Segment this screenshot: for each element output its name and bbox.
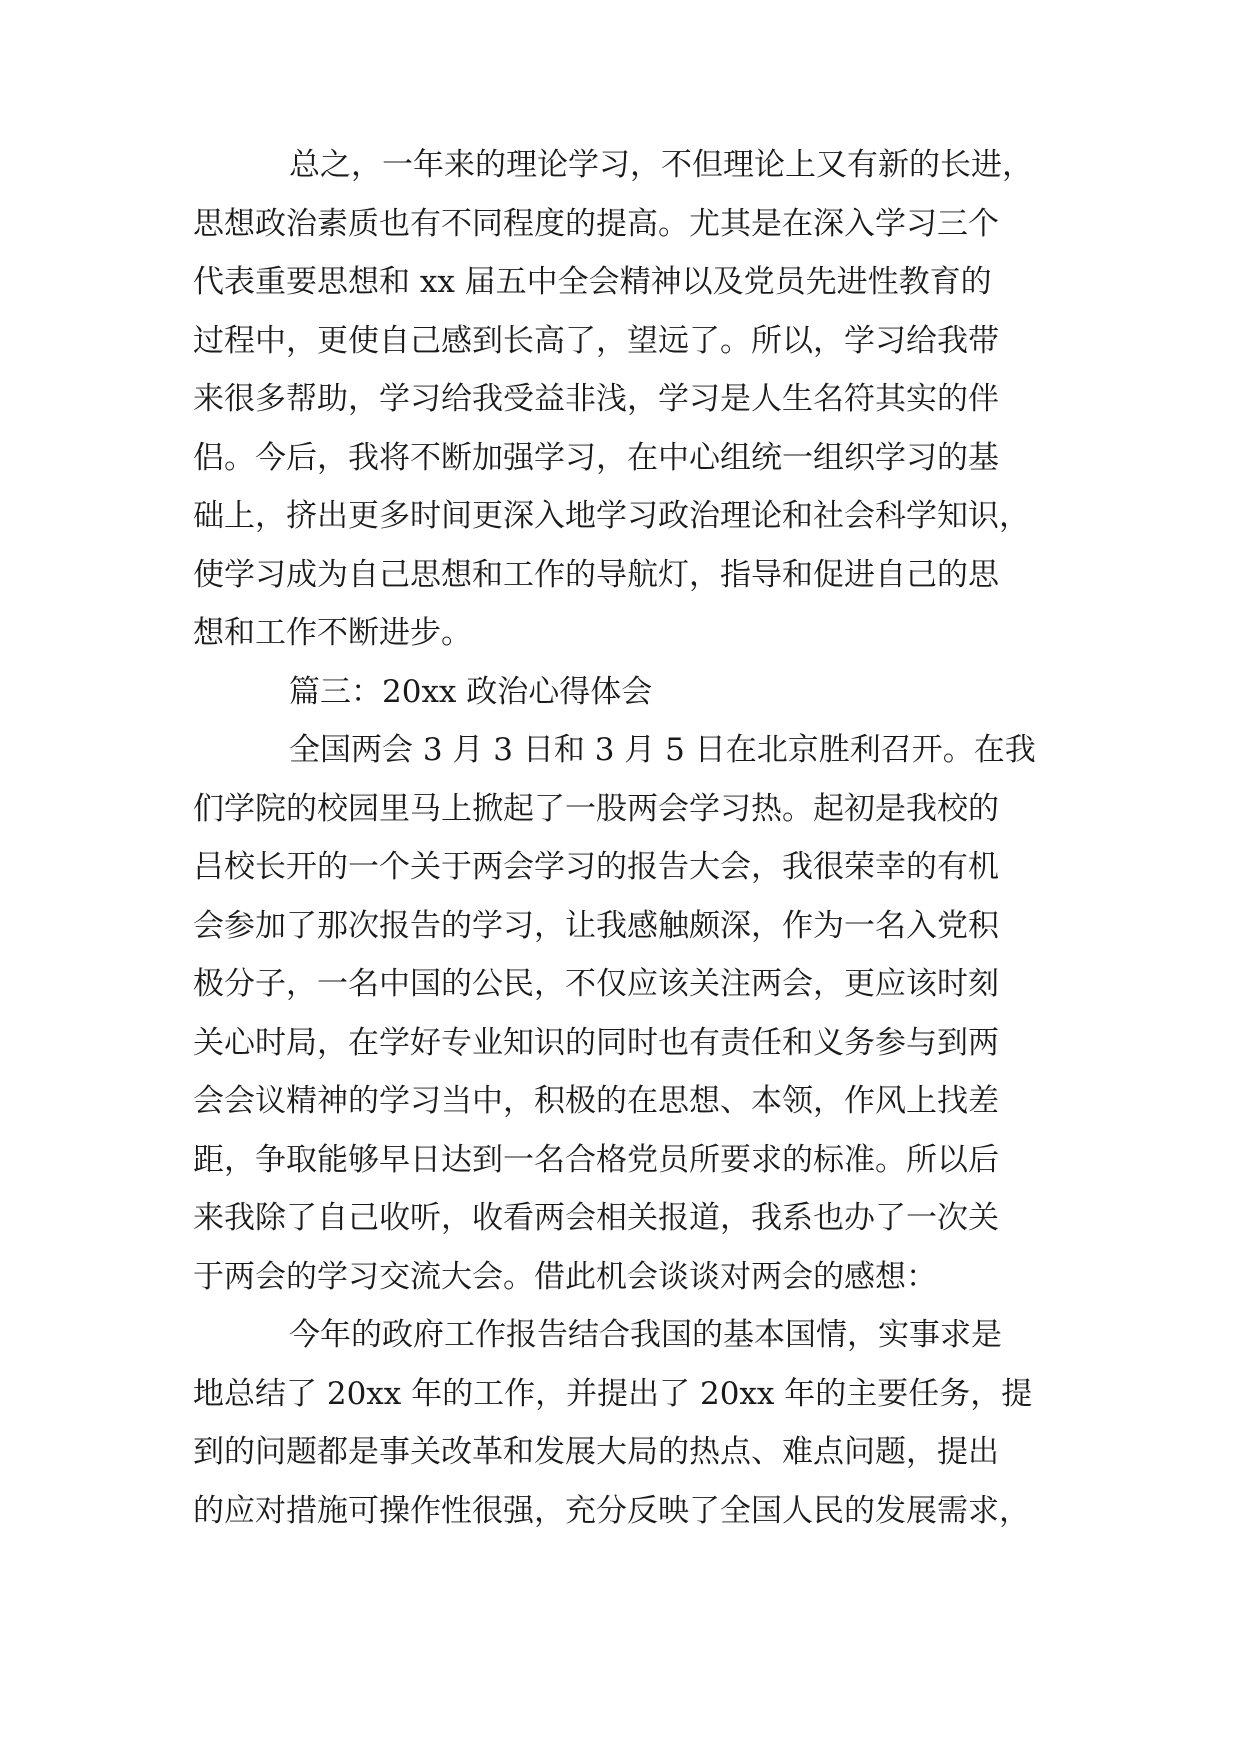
text-line: 来我除了自己收听，收看两会相关报道，我系也办了一次关 [193, 1200, 999, 1236]
text-line: 过程中，更使自己感到长高了，望远了。所以，学习给我带 [193, 322, 999, 359]
paragraph-summary [193, 136, 1053, 663]
section-heading-text: 篇三：20xx 政治心得体会 [289, 673, 653, 710]
text-line: 吕校长开的一个关于两会学习的报告大会，我很荣幸的有机 [193, 849, 999, 885]
text-line: 全国两会 3 月 3 日和 3 月 5 日在北京胜利召开。在我 [289, 732, 1036, 768]
text-line: 于两会的学习交流大会。借此机会谈谈对两会的感想： [193, 1258, 937, 1295]
text-line: 侣。今后，我将不断加强学习，在中心组统一组织学习的基 [193, 439, 999, 476]
text-line: 会参加了那次报告的学习，让我感触颇深，作为一名入党积 [193, 907, 999, 944]
text-line: 今年的政府工作报告结合我国的基本国情，实事求是 [289, 1317, 1002, 1353]
section-heading [193, 663, 1053, 722]
text-line: 会会议精神的学习当中，积极的在思想、本领，作风上找差 [193, 1083, 999, 1119]
text-line: 极分子，一名中国的公民，不仅应该关注两会，更应该时刻 [193, 966, 999, 1002]
paragraph-work-report [193, 1306, 1053, 1540]
text-line: 想和工作不断进步。 [193, 615, 472, 651]
text-line: 们学院的校园里马上掀起了一股两会学习热。起初是我校的 [193, 790, 999, 827]
text-line: 到的问题都是事关改革和发展大局的热点、难点问题，提出 [193, 1434, 999, 1470]
text-line: 础上，挤出更多时间更深入地学习政治理论和社会科学知识， [193, 498, 1030, 534]
text-line: 思想政治素质也有不同程度的提高。尤其是在深入学习三个 [193, 205, 999, 242]
text-line: 地总结了 20xx 年的工作，并提出了 20xx 年的主要任务，提 [193, 1375, 1033, 1412]
paragraph-two-sessions [193, 721, 1053, 1306]
text-line: 使学习成为自己思想和工作的导航灯，指导和促进自己的思 [193, 556, 999, 593]
text-line: 关心时局，在学好专业知识的同时也有责任和义务参与到两 [193, 1024, 999, 1061]
text-line: 总之，一年来的理论学习，不但理论上又有新的长进， [289, 147, 1033, 183]
text-line: 的应对措施可操作性很强，充分反映了全国人民的发展需求， [193, 1492, 1030, 1529]
text-line: 距，争取能够早日达到一名合格党员所要求的标准。所以后 [193, 1141, 999, 1178]
text-line: 代表重要思想和 xx 届五中全会精神以及党员先进性教育的 [193, 264, 992, 300]
document-page [193, 136, 1053, 1540]
text-line: 来很多帮助，学习给我受益非浅，学习是人生名符其实的伴 [193, 381, 999, 417]
